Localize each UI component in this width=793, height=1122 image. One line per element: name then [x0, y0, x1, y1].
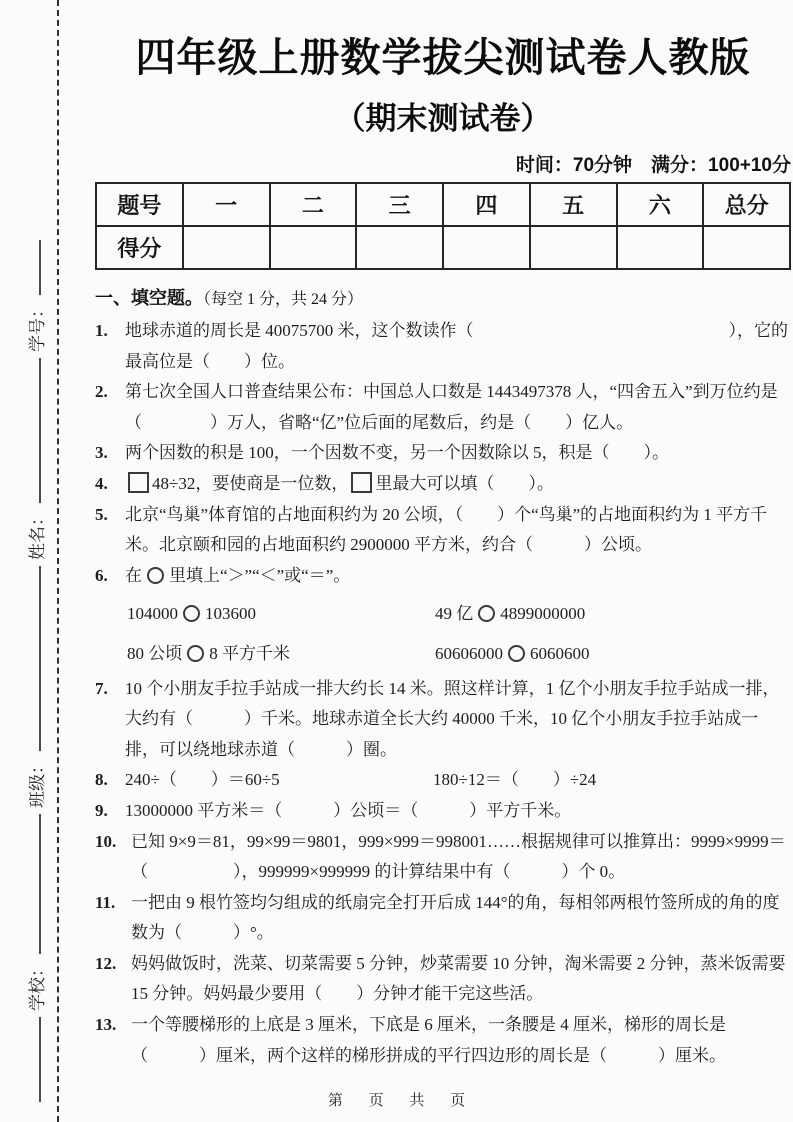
pair-right: 8 平方千米	[209, 643, 290, 663]
blank-box-icon	[128, 472, 149, 493]
class-label: 班级：	[28, 757, 47, 808]
question-10-number: 10.	[95, 831, 117, 851]
score-cell	[270, 226, 357, 269]
student-id-blank-line	[39, 358, 41, 503]
score-table-col-2: 二	[270, 183, 357, 226]
score-table-col-6: 六	[617, 183, 704, 226]
score-cell	[617, 226, 704, 269]
question-2-number: 2.	[95, 382, 108, 402]
question-6-intro-post: 里填上“＞”“＜”或“＝”。	[169, 565, 351, 585]
score-cell	[356, 226, 443, 269]
question-4	[95, 469, 791, 500]
score-cell	[183, 226, 270, 269]
question-13-text: 一个等腰梯形的上底是 3 厘米，下底是 6 厘米，一条腰是 4 厘米，梯形的周长是（ ）厘米，两个这样的梯形拼成的平行四边形的周长是（ ）厘米。	[131, 1015, 726, 1065]
question-13-number: 13.	[95, 1015, 117, 1035]
question-8	[95, 765, 791, 796]
question-3-text: 两个因数的积是 100，一个因数不变，另一个因数除以 5，积是（ ）。	[125, 443, 669, 463]
binding-dashed-line	[57, 0, 59, 1122]
pair-right: 4899000000	[500, 604, 586, 624]
compare-pair	[435, 599, 590, 630]
top-blank-line	[39, 240, 41, 295]
score-table-qno-head: 题号	[96, 183, 183, 226]
question-9	[95, 796, 791, 827]
score-table-header-row	[96, 183, 790, 226]
compare-circle-icon	[508, 645, 525, 662]
score-cell	[530, 226, 617, 269]
compare-circle-icon	[183, 605, 200, 622]
question-2-text: 第七次全国人口普查结果公布：中国总人口数是 1443497378 人，“四舍五入”到万位约是（ ）万人，省略“亿”位后面的尾数后，约是（ ）亿人。	[125, 382, 778, 432]
score-table-score-head: 得分	[96, 226, 183, 269]
question-10	[95, 827, 791, 888]
question-11-number: 11.	[95, 892, 116, 912]
score-table-col-4: 四	[443, 183, 530, 226]
question-12	[95, 949, 791, 1010]
question-9-number: 9.	[95, 800, 108, 820]
time-score-info: 时间：70分钟 满分：100+10分	[515, 155, 791, 176]
question-4-text-post: 里最大可以填（ ）。	[375, 473, 554, 493]
school-label: 学校：	[28, 960, 47, 1011]
score-cell	[443, 226, 530, 269]
question-10-text: 已知 9×9＝81，99×99＝9801，999×999＝998001……根据规律可以推算出：9999×9999＝（ ），999999×999999 的计算结果中有（ ）个 0。	[131, 831, 786, 882]
question-7-number: 7.	[95, 678, 108, 698]
question-5	[95, 500, 791, 561]
question-9-text: 13000000 平方米＝（ ）公顷＝（ ）平方千米。	[125, 800, 572, 820]
question-6-body	[125, 561, 791, 674]
question-1-text: 地球赤道的周长是 40075700 米，这个数读作（ ），它的最高位是（ ）位。	[125, 321, 788, 371]
question-6	[95, 561, 791, 674]
question-5-number: 5.	[95, 504, 108, 524]
paper-subtitle: （期末测试卷）	[334, 101, 552, 136]
pair-right: 103600	[205, 604, 256, 624]
question-8-body	[125, 765, 791, 796]
question-12-number: 12.	[95, 953, 117, 973]
question-6-pairs	[125, 591, 791, 673]
fill-in-blank-questions	[95, 316, 791, 1071]
score-table-col-3: 三	[356, 183, 443, 226]
compare-pair	[127, 599, 435, 630]
student-info-sidebar	[6, 0, 50, 1122]
question-5-text: 北京“鸟巢”体育馆的占地面积约为 20 公顷，（ ）个“鸟巢”的占地面积约为 1 平方千米。北京颐和园的占地面积约 2900000 平方米，约合（ ）公顷。	[125, 504, 768, 555]
question-1	[95, 316, 791, 377]
compare-pair	[435, 639, 590, 670]
question-11	[95, 888, 791, 949]
question-8-right-equation: 180÷12＝（ ）÷24	[433, 770, 597, 790]
section-1-title: 一、填空题。	[95, 288, 203, 308]
question-11-text: 一把由 9 根竹签均匀组成的纸扇完全打开后成 144°的角，每相邻两根竹签所成的角的度数为（ ）°。	[131, 892, 780, 943]
pair-left: 49 亿	[435, 604, 474, 624]
compare-circle-icon	[147, 567, 164, 584]
blank-box-icon	[351, 472, 372, 493]
question-13	[95, 1010, 791, 1071]
question-7-text: 10 个小朋友手拉手站成一排大约长 14 米。照这样计算，1 亿个小朋友手拉手站成一排，大约有（ ）千米。地球赤道全长大约 40000 千米，10 亿个小朋友手拉手站成一排，可以绕地球赤道（ ）圈。	[125, 678, 780, 759]
pair-left: 80 公顷	[127, 643, 183, 663]
question-6-intro-pre: 在	[125, 565, 142, 585]
question-7	[95, 674, 791, 766]
paper-body	[95, 26, 791, 1071]
score-table-score-row	[96, 226, 790, 269]
question-6-number: 6.	[95, 565, 108, 585]
question-8-left-equation: 240÷（ ）＝60÷5	[125, 770, 280, 790]
pair-right: 6060600	[530, 643, 590, 663]
question-8-number: 8.	[95, 770, 108, 790]
name-blank-line	[39, 566, 41, 751]
score-cell	[703, 226, 790, 269]
pair-left: 60606000	[435, 643, 503, 663]
compare-circle-icon	[187, 645, 204, 662]
score-table-col-total: 总分	[703, 183, 790, 226]
score-table-col-1: 一	[183, 183, 270, 226]
pair-left: 104000	[127, 604, 178, 624]
section-1-points-note: （每空 1 分，共 24 分）	[203, 291, 364, 308]
question-4-number: 4.	[95, 473, 108, 493]
question-4-text-mid: 48÷32，要使商是一位数，	[152, 473, 349, 493]
score-table-col-5: 五	[530, 183, 617, 226]
question-3-number: 3.	[95, 443, 108, 463]
compare-circle-icon	[478, 605, 495, 622]
question-2	[95, 377, 791, 438]
student-id-label: 学号：	[28, 301, 47, 352]
paper-title: 四年级上册数学拔尖测试卷人教版	[135, 36, 751, 80]
name-label: 姓名：	[28, 509, 47, 560]
question-1-number: 1.	[95, 321, 108, 340]
question-12-text: 妈妈做饭时，洗菜、切菜需要 5 分钟，炒菜需要 10 分钟，淘米需要 2 分钟，蒸米饭需要 15 分钟。妈妈最少要用（ ）分钟才能干完这些活。	[131, 953, 786, 1004]
question-3	[95, 438, 791, 469]
page-footer: 第 页 共 页	[327, 1093, 477, 1109]
section-1-heading	[95, 284, 791, 310]
compare-pair	[127, 639, 435, 670]
score-table	[95, 182, 791, 270]
class-blank-line	[39, 814, 41, 954]
question-4-text	[125, 469, 791, 500]
